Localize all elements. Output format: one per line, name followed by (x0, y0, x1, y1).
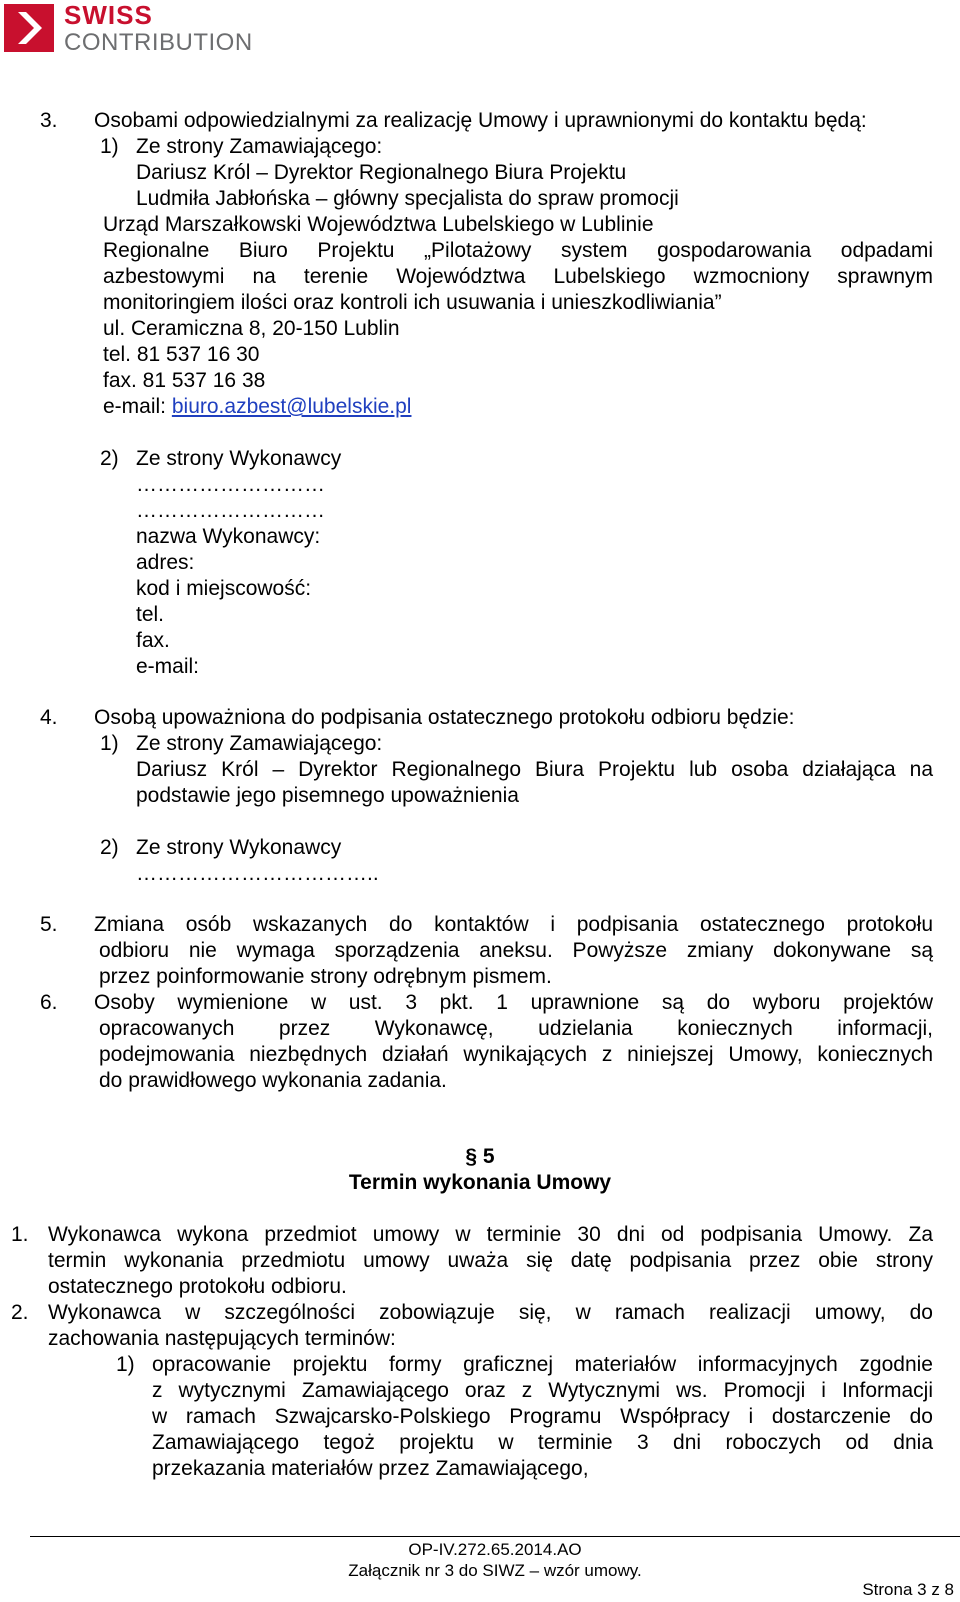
s5-number: 5. (40, 913, 58, 936)
s3-email-link[interactable]: biuro.azbest@lubelskie.pl (171, 395, 412, 418)
footer-divider (30, 1536, 960, 1537)
t2-sub-line-2: z wytycznymi Zamawiającego oraz z Wytycznymi ws. Promocji i Informacji (152, 1379, 933, 1402)
s6-line-2: opracowanych przez Wykonawcę, udzielania koniecznych informacji, (99, 1017, 933, 1040)
s3-address: ul. Ceramiczna 8, 20-150 Lublin (103, 317, 400, 340)
logo-contribution: CONTRIBUTION (64, 29, 253, 56)
section-title: Termin wykonania Umowy (348, 1171, 612, 1194)
s3-title: Osobami odpowiedzialnymi za realizację Umowy i uprawnionymi do kontaktu będą: (94, 109, 867, 132)
t2-sub-number: 1) (116, 1353, 135, 1376)
s6-line-4: do prawidłowego wykonania zadania. (99, 1069, 447, 1092)
s3-number: 3. (40, 109, 58, 132)
swiss-contribution-logo (4, 0, 253, 56)
footer-ref: OP-IV.272.65.2014.AO (408, 1540, 582, 1559)
t2-sub-line-3: w ramach Szwajcarsko-Polskiego Programu Współpracy i dostarczenie do (152, 1405, 933, 1428)
t2-sub-line-5: przekazania materiałów przez Zamawiającego, (152, 1457, 589, 1480)
t1-line-1: Wykonawca wykona przedmiot umowy w terminie 30 dni od podpisania Umowy. Za (48, 1223, 933, 1246)
s3-p1-title: Ze strony Zamawiającego: (136, 135, 383, 158)
logo-swiss: SWISS (64, 0, 153, 30)
s4-p1-number: 1) (100, 732, 119, 755)
t2-number: 2. (11, 1301, 29, 1324)
s4-title: Osobą upoważniona do podpisania ostatecznego protokołu odbioru będzie: (94, 706, 795, 729)
s3-person-2: Ludmiła Jabłońska – główny specjalista do spraw promocji (136, 187, 679, 210)
s3-contractor-tel: tel. (136, 603, 165, 626)
t2-line-2: zachowania następujących terminów: (48, 1327, 396, 1350)
s4-p2-title: Ze strony Wykonawcy (136, 836, 342, 859)
s6-line-3: podejmowania niezbędnych działań wynikających z niniejszej Umowy, koniecznych (99, 1043, 933, 1066)
page-number: Strona 3 z 8 (862, 1580, 954, 1599)
section-mark: § 5 (465, 1145, 495, 1168)
swiss-flag-icon (4, 4, 54, 52)
t1-number: 1. (11, 1223, 29, 1246)
s3-contractor-address: adres: (136, 551, 195, 574)
footer-attachment: Załącznik nr 3 do SIWZ – wzór umowy. (348, 1561, 642, 1580)
s3-p2-title: Ze strony Wykonawcy (136, 447, 342, 470)
s3-office-line-4: monitoringiem ilości oraz kontroli ich usuwania i unieszkodliwiania” (103, 291, 722, 314)
s3-p1-number: 1) (100, 135, 119, 158)
s3-office-line-3: azbestowymi na terenie Województwa Lubelskiego wzmocniony sprawnym (103, 265, 933, 288)
s4-p2-number: 2) (100, 836, 119, 859)
t2-sub-line-4: Zamawiającego tegoż projektu w terminie 3 dni roboczych od dnia (152, 1431, 933, 1454)
s5-line-3: przez poinformowanie strony odrębnym pismem. (99, 965, 552, 988)
s3-person-1: Dariusz Król – Dyrektor Regionalnego Biura Projektu (136, 161, 627, 184)
s3-placeholder-dots-1: ……………………… (136, 473, 325, 496)
s3-p2-number: 2) (100, 447, 119, 470)
s3-contractor-email: e-mail: (136, 655, 200, 678)
s5-line-2: odbioru nie wymaga sporządzenia aneksu. Powyższe zmiany dokonywane są (99, 939, 933, 962)
s4-p1-line-1: Dariusz Król – Dyrektor Regionalnego Biura Projektu lub osoba działająca na (136, 758, 933, 781)
s3-placeholder-dots-2: ……………………… (136, 499, 325, 522)
s3-contractor-name: nazwa Wykonawcy: (136, 525, 321, 548)
s3-contractor-fax: fax. (136, 629, 170, 652)
t1-line-2: termin wykonania przedmiotu umowy uważa się datę podpisania przez obie strony (48, 1249, 933, 1272)
s4-placeholder-dots: …………………………….. (136, 862, 379, 885)
s3-contractor-city: kod i miejscowość: (136, 577, 312, 600)
t1-line-3: ostatecznego protokołu odbioru. (48, 1275, 347, 1298)
s4-p1-line-2: podstawie jego pisemnego upoważnienia (136, 784, 519, 807)
s3-email-label: e-mail: (103, 395, 172, 418)
t2-line-1: Wykonawca w szczególności zobowiązuje się, w ramach realizacji umowy, do (48, 1301, 933, 1324)
s3-fax: fax. 81 537 16 38 (103, 369, 266, 392)
s3-office-line-1: Urząd Marszałkowski Województwa Lubelskiego w Lublinie (103, 213, 654, 236)
s6-line-1: Osoby wymienione w ust. 3 pkt. 1 uprawnione są do wyboru projektów (94, 991, 933, 1014)
s5-line-1: Zmiana osób wskazanych do kontaktów i podpisania ostatecznego protokołu (94, 913, 933, 936)
s4-p1-title: Ze strony Zamawiającego: (136, 732, 383, 755)
s3-office-line-2: Regionalne Biuro Projektu „Pilotażowy system gospodarowania odpadami (103, 239, 933, 262)
s3-tel: tel. 81 537 16 30 (103, 343, 260, 366)
t2-sub-line-1: opracowanie projektu formy graficznej materiałów informacyjnych zgodnie (152, 1353, 933, 1376)
s4-number: 4. (40, 706, 58, 729)
s6-number: 6. (40, 991, 58, 1014)
s3-email-line (103, 394, 411, 420)
